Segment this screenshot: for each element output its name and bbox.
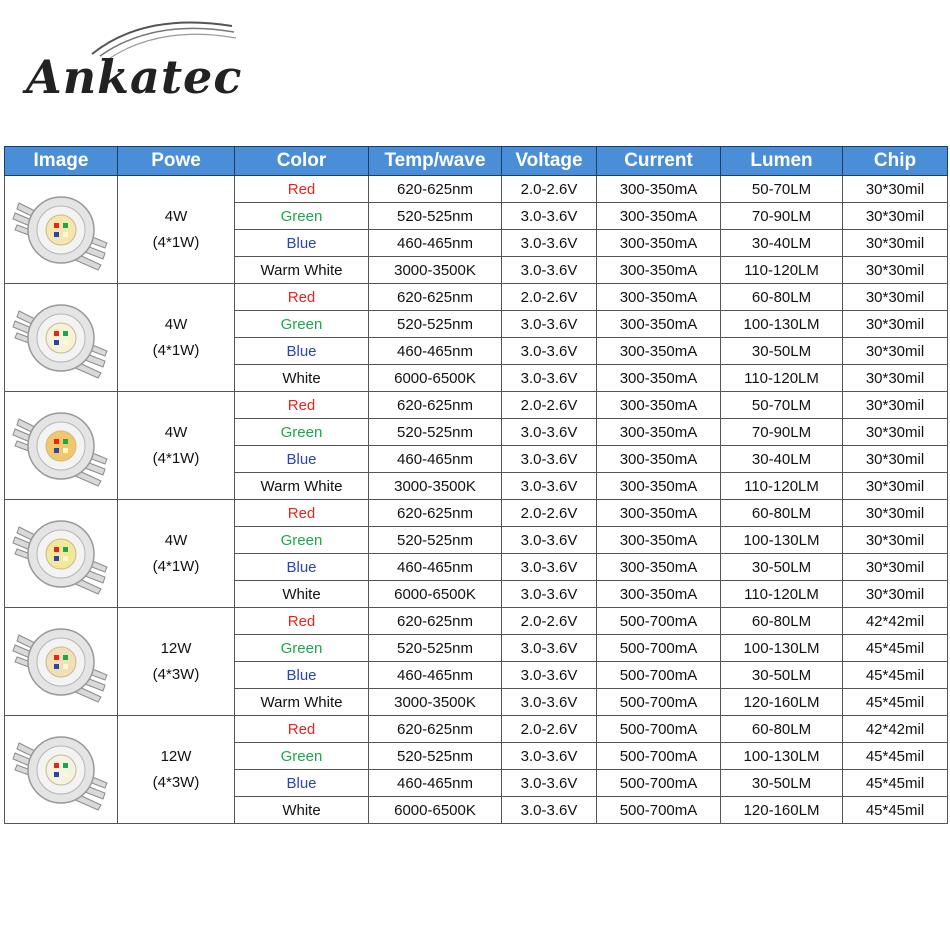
voltage-cell: 3.0-3.6V xyxy=(502,689,597,716)
current-cell: 300-350mA xyxy=(597,257,721,284)
temp-wave-cell: 520-525nm xyxy=(369,743,502,770)
color-cell: Red xyxy=(235,716,369,743)
color-cell: Blue xyxy=(235,230,369,257)
chip-cell: 30*30mil xyxy=(843,311,948,338)
voltage-cell: 3.0-3.6V xyxy=(502,797,597,824)
chip-cell: 45*45mil xyxy=(843,689,948,716)
chip-cell: 30*30mil xyxy=(843,554,948,581)
temp-wave-cell: 6000-6500K xyxy=(369,797,502,824)
chip-cell: 45*45mil xyxy=(843,635,948,662)
color-cell: White xyxy=(235,365,369,392)
current-cell: 300-350mA xyxy=(597,230,721,257)
chip-cell: 30*30mil xyxy=(843,419,948,446)
power-detail: (4*1W) xyxy=(152,233,200,251)
voltage-cell: 2.0-2.6V xyxy=(502,392,597,419)
power-detail: (4*1W) xyxy=(152,449,200,467)
voltage-cell: 3.0-3.6V xyxy=(502,230,597,257)
power-value: 4W xyxy=(164,531,188,549)
color-cell: Red xyxy=(235,392,369,419)
color-cell: Blue xyxy=(235,554,369,581)
rgbw-led-icon xyxy=(5,615,117,709)
current-cell: 300-350mA xyxy=(597,176,721,203)
brand-logo xyxy=(22,14,252,104)
current-cell: 500-700mA xyxy=(597,743,721,770)
lumen-cell: 70-90LM xyxy=(721,203,843,230)
power-value: 4W xyxy=(164,315,188,333)
voltage-cell: 3.0-3.6V xyxy=(502,527,597,554)
current-cell: 300-350mA xyxy=(597,554,721,581)
lumen-cell: 30-40LM xyxy=(721,230,843,257)
temp-wave-cell: 620-625nm xyxy=(369,392,502,419)
current-cell: 300-350mA xyxy=(597,500,721,527)
power-value: 4W xyxy=(164,423,188,441)
color-cell: Red xyxy=(235,284,369,311)
voltage-cell: 3.0-3.6V xyxy=(502,446,597,473)
power-cell xyxy=(118,716,235,824)
led-image-cell xyxy=(5,716,118,824)
current-cell: 500-700mA xyxy=(597,608,721,635)
voltage-cell: 3.0-3.6V xyxy=(502,581,597,608)
current-cell: 300-350mA xyxy=(597,311,721,338)
table-row xyxy=(5,608,948,635)
temp-wave-cell: 460-465nm xyxy=(369,770,502,797)
voltage-cell: 2.0-2.6V xyxy=(502,176,597,203)
voltage-cell: 3.0-3.6V xyxy=(502,311,597,338)
led-image-cell xyxy=(5,284,118,392)
header-chip: Chip xyxy=(843,147,948,176)
lumen-cell: 60-80LM xyxy=(721,284,843,311)
header-lumen: Lumen xyxy=(721,147,843,176)
current-cell: 500-700mA xyxy=(597,635,721,662)
lumen-cell: 120-160LM xyxy=(721,797,843,824)
chip-cell: 30*30mil xyxy=(843,527,948,554)
rgbw-led-icon xyxy=(5,399,117,493)
header-image: Image xyxy=(5,147,118,176)
color-cell: Blue xyxy=(235,338,369,365)
rgbw-led-icon xyxy=(5,291,117,385)
current-cell: 300-350mA xyxy=(597,419,721,446)
current-cell: 500-700mA xyxy=(597,770,721,797)
color-cell: Green xyxy=(235,743,369,770)
table-row xyxy=(5,716,948,743)
temp-wave-cell: 520-525nm xyxy=(369,203,502,230)
lumen-cell: 100-130LM xyxy=(721,635,843,662)
voltage-cell: 2.0-2.6V xyxy=(502,284,597,311)
current-cell: 300-350mA xyxy=(597,284,721,311)
rgbw-led-icon xyxy=(5,723,117,817)
chip-cell: 30*30mil xyxy=(843,446,948,473)
chip-cell: 45*45mil xyxy=(843,662,948,689)
lumen-cell: 30-50LM xyxy=(721,554,843,581)
chip-cell: 45*45mil xyxy=(843,797,948,824)
voltage-cell: 3.0-3.6V xyxy=(502,662,597,689)
color-cell: Green xyxy=(235,635,369,662)
chip-cell: 30*30mil xyxy=(843,176,948,203)
current-cell: 300-350mA xyxy=(597,446,721,473)
voltage-cell: 3.0-3.6V xyxy=(502,419,597,446)
lumen-cell: 110-120LM xyxy=(721,365,843,392)
current-cell: 300-350mA xyxy=(597,473,721,500)
lumen-cell: 60-80LM xyxy=(721,608,843,635)
table-row xyxy=(5,176,948,203)
temp-wave-cell: 620-625nm xyxy=(369,176,502,203)
header-voltage: Voltage xyxy=(502,147,597,176)
power-value: 4W xyxy=(164,207,188,225)
header-row xyxy=(5,147,948,176)
led-image-cell xyxy=(5,500,118,608)
chip-cell: 42*42mil xyxy=(843,608,948,635)
current-cell: 300-350mA xyxy=(597,203,721,230)
temp-wave-cell: 460-465nm xyxy=(369,554,502,581)
chip-cell: 45*45mil xyxy=(843,743,948,770)
temp-wave-cell: 620-625nm xyxy=(369,284,502,311)
chip-cell: 30*30mil xyxy=(843,203,948,230)
power-cell xyxy=(118,608,235,716)
color-cell: Green xyxy=(235,311,369,338)
led-image-cell xyxy=(5,608,118,716)
voltage-cell: 3.0-3.6V xyxy=(502,338,597,365)
voltage-cell: 3.0-3.6V xyxy=(502,743,597,770)
voltage-cell: 3.0-3.6V xyxy=(502,635,597,662)
current-cell: 500-700mA xyxy=(597,662,721,689)
voltage-cell: 3.0-3.6V xyxy=(502,203,597,230)
voltage-cell: 3.0-3.6V xyxy=(502,365,597,392)
power-cell xyxy=(118,176,235,284)
current-cell: 500-700mA xyxy=(597,716,721,743)
color-cell: Warm White xyxy=(235,689,369,716)
temp-wave-cell: 520-525nm xyxy=(369,527,502,554)
temp-wave-cell: 520-525nm xyxy=(369,311,502,338)
table-row xyxy=(5,500,948,527)
table-row xyxy=(5,284,948,311)
chip-cell: 45*45mil xyxy=(843,770,948,797)
temp-wave-cell: 460-465nm xyxy=(369,662,502,689)
temp-wave-cell: 520-525nm xyxy=(369,635,502,662)
led-spec-table xyxy=(4,146,948,824)
temp-wave-cell: 620-625nm xyxy=(369,500,502,527)
lumen-cell: 30-40LM xyxy=(721,446,843,473)
lumen-cell: 110-120LM xyxy=(721,581,843,608)
temp-wave-cell: 460-465nm xyxy=(369,446,502,473)
chip-cell: 30*30mil xyxy=(843,257,948,284)
temp-wave-cell: 6000-6500K xyxy=(369,365,502,392)
led-image-cell xyxy=(5,176,118,284)
chip-cell: 30*30mil xyxy=(843,230,948,257)
lumen-cell: 110-120LM xyxy=(721,257,843,284)
color-cell: White xyxy=(235,581,369,608)
chip-cell: 30*30mil xyxy=(843,581,948,608)
current-cell: 300-350mA xyxy=(597,392,721,419)
temp-wave-cell: 3000-3500K xyxy=(369,473,502,500)
power-cell xyxy=(118,392,235,500)
power-detail: (4*1W) xyxy=(152,341,200,359)
power-value: 12W xyxy=(160,639,192,657)
current-cell: 300-350mA xyxy=(597,338,721,365)
lumen-cell: 30-50LM xyxy=(721,662,843,689)
temp-wave-cell: 3000-3500K xyxy=(369,689,502,716)
lumen-cell: 100-130LM xyxy=(721,311,843,338)
power-detail: (4*1W) xyxy=(152,557,200,575)
rgbw-led-icon xyxy=(5,507,117,601)
temp-wave-cell: 6000-6500K xyxy=(369,581,502,608)
temp-wave-cell: 620-625nm xyxy=(369,608,502,635)
color-cell: White xyxy=(235,797,369,824)
color-cell: Red xyxy=(235,608,369,635)
chip-cell: 30*30mil xyxy=(843,365,948,392)
lumen-cell: 50-70LM xyxy=(721,392,843,419)
temp-wave-cell: 520-525nm xyxy=(369,419,502,446)
power-detail: (4*3W) xyxy=(152,773,200,791)
color-cell: Green xyxy=(235,527,369,554)
voltage-cell: 2.0-2.6V xyxy=(502,716,597,743)
lumen-cell: 100-130LM xyxy=(721,743,843,770)
color-cell: Blue xyxy=(235,446,369,473)
header-temp-wave: Temp/wave xyxy=(369,147,502,176)
header-current: Current xyxy=(597,147,721,176)
lumen-cell: 30-50LM xyxy=(721,338,843,365)
brand-name: Ankatec xyxy=(26,50,243,104)
color-cell: Red xyxy=(235,176,369,203)
lumen-cell: 50-70LM xyxy=(721,176,843,203)
lumen-cell: 60-80LM xyxy=(721,500,843,527)
voltage-cell: 3.0-3.6V xyxy=(502,770,597,797)
color-cell: Blue xyxy=(235,662,369,689)
chip-cell: 42*42mil xyxy=(843,716,948,743)
chip-cell: 30*30mil xyxy=(843,284,948,311)
power-detail: (4*3W) xyxy=(152,665,200,683)
temp-wave-cell: 460-465nm xyxy=(369,338,502,365)
voltage-cell: 2.0-2.6V xyxy=(502,500,597,527)
header-power: Powe xyxy=(118,147,235,176)
table-row xyxy=(5,392,948,419)
color-cell: Green xyxy=(235,419,369,446)
led-image-cell xyxy=(5,392,118,500)
power-cell xyxy=(118,500,235,608)
color-cell: Red xyxy=(235,500,369,527)
current-cell: 300-350mA xyxy=(597,365,721,392)
temp-wave-cell: 620-625nm xyxy=(369,716,502,743)
power-cell xyxy=(118,284,235,392)
chip-cell: 30*30mil xyxy=(843,473,948,500)
lumen-cell: 120-160LM xyxy=(721,689,843,716)
lumen-cell: 110-120LM xyxy=(721,473,843,500)
voltage-cell: 2.0-2.6V xyxy=(502,608,597,635)
current-cell: 300-350mA xyxy=(597,581,721,608)
chip-cell: 30*30mil xyxy=(843,338,948,365)
color-cell: Warm White xyxy=(235,473,369,500)
current-cell: 300-350mA xyxy=(597,527,721,554)
voltage-cell: 3.0-3.6V xyxy=(502,473,597,500)
voltage-cell: 3.0-3.6V xyxy=(502,257,597,284)
rgbw-led-icon xyxy=(5,183,117,277)
header-color: Color xyxy=(235,147,369,176)
color-cell: Green xyxy=(235,203,369,230)
lumen-cell: 100-130LM xyxy=(721,527,843,554)
temp-wave-cell: 460-465nm xyxy=(369,230,502,257)
lumen-cell: 30-50LM xyxy=(721,770,843,797)
color-cell: Warm White xyxy=(235,257,369,284)
voltage-cell: 3.0-3.6V xyxy=(502,554,597,581)
temp-wave-cell: 3000-3500K xyxy=(369,257,502,284)
color-cell: Blue xyxy=(235,770,369,797)
chip-cell: 30*30mil xyxy=(843,392,948,419)
chip-cell: 30*30mil xyxy=(843,500,948,527)
lumen-cell: 70-90LM xyxy=(721,419,843,446)
current-cell: 500-700mA xyxy=(597,689,721,716)
current-cell: 500-700mA xyxy=(597,797,721,824)
power-value: 12W xyxy=(160,747,192,765)
lumen-cell: 60-80LM xyxy=(721,716,843,743)
